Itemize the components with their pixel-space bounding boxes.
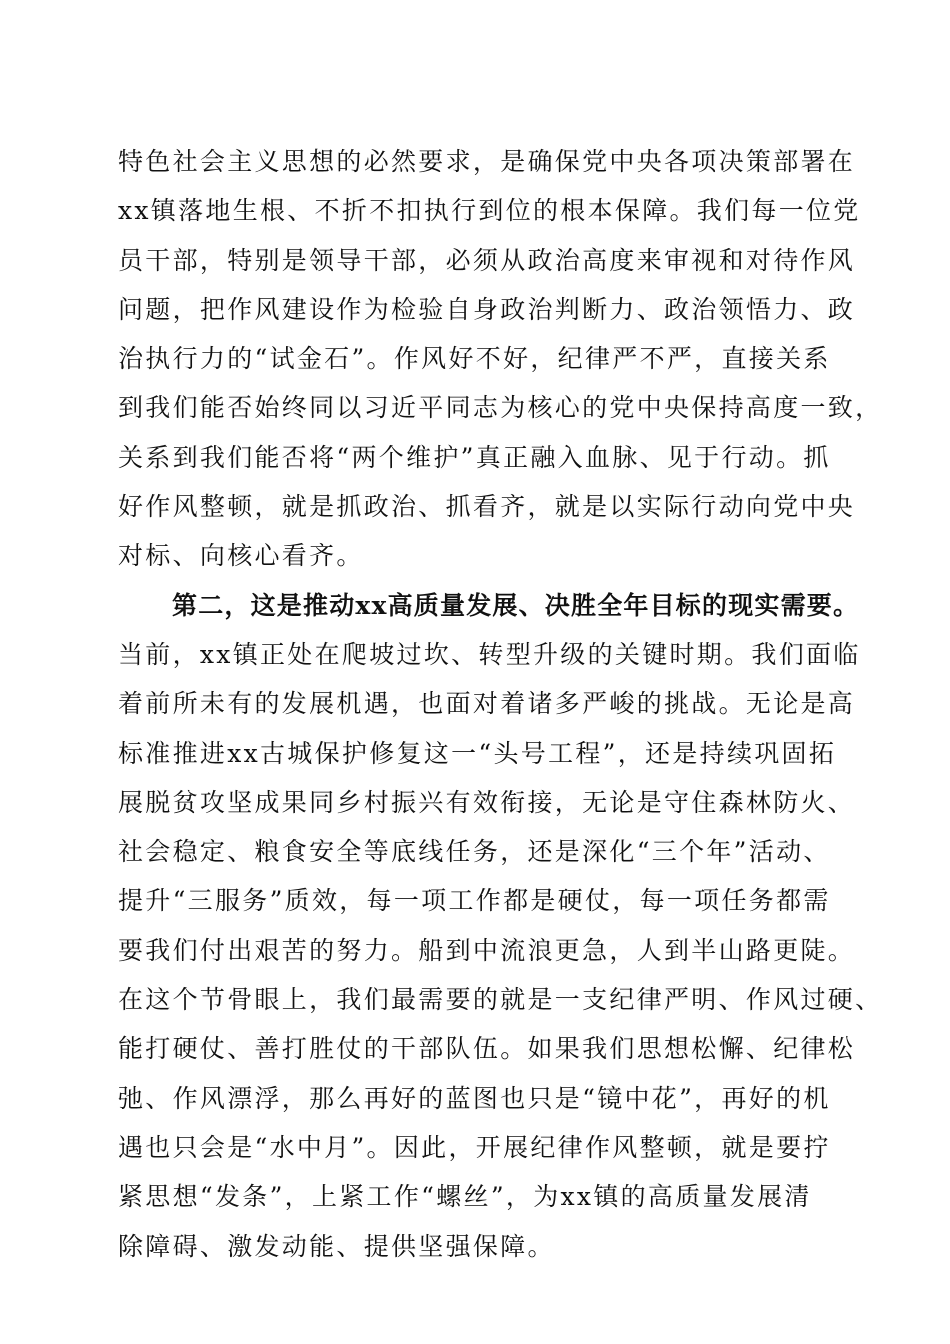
paragraph-line: 除障碍、激发动能、提供坚强保障。 [118, 1231, 555, 1261]
paragraph-line: 提升“三服务”质效，每一项工作都是硬仗，每一项任务都需 [118, 886, 831, 916]
paragraph-line: 要我们付出艰苦的努力。船到中流浪更急，人到半山路更陡。 [118, 935, 856, 965]
paragraph-2 [118, 581, 883, 1271]
paragraph-line: 到我们能否始终同以习近平同志为核心的党中央保持高度一致， [118, 393, 883, 423]
paragraph-line: 能打硬仗、善打胜仗的干部队伍。如果我们思想松懈、纪律松 [118, 1034, 856, 1064]
document-body [118, 137, 883, 1271]
paragraph-line: 好作风整顿，就是抓政治、抓看齐，就是以实际行动向党中央 [118, 492, 856, 522]
paragraph-line: 关系到我们能否将“两个维护”真正融入血脉、见于行动。抓 [118, 442, 831, 472]
paragraph-line: 对标、向核心看齐。 [118, 541, 364, 571]
paragraph-1 [118, 137, 883, 581]
paragraph-line: 弛、作风漂浮，那么再好的蓝图也只是“镜中花”，再好的机 [118, 1083, 831, 1113]
paragraph-line: 特色社会主义思想的必然要求，是确保党中央各项决策部署在 [118, 147, 856, 176]
paragraph-line: 问题，把作风建设作为检验自身政治判断力、政治领悟力、政 [118, 294, 856, 324]
paragraph-line: 标准推进xx古城保护修复这一“头号工程”，还是持续巩固拓 [118, 738, 837, 768]
paragraph-line: 紧思想“发条”，上紧工作“螺丝”，为xx镇的高质量发展清 [118, 1182, 812, 1212]
paragraph-line: 当前，xx镇正处在爬坡过坎、转型升级的关键时期。我们面临 [118, 639, 861, 669]
paragraph-line: 遇也只会是“水中月”。因此，开展纪律作风整顿，就是要拧 [118, 1132, 831, 1162]
section-heading: 第二，这是推动xx高质量发展、决胜全年目标的现实需要。 [172, 590, 860, 620]
paragraph-line: 在这个节骨眼上，我们最需要的就是一支纪律严明、作风过硬、 [118, 985, 883, 1015]
paragraph-line: 着前所未有的发展机遇，也面对着诸多严峻的挑战。无论是高 [118, 689, 856, 719]
paragraph-line: 展脱贫攻坚成果同乡村振兴有效衔接，无论是守住森林防火、 [118, 787, 856, 817]
paragraph-line: xx镇落地生根、不折不扣执行到位的根本保障。我们每一位党 [118, 196, 861, 226]
paragraph-line: 治执行力的“试金石”。作风好不好，纪律严不严，直接关系 [118, 344, 831, 374]
paragraph-line: 员干部，特别是领导干部，必须从政治高度来审视和对待作风 [118, 245, 856, 275]
paragraph-line: 社会稳定、粮食安全等底线任务，还是深化“三个年”活动、 [118, 837, 831, 867]
